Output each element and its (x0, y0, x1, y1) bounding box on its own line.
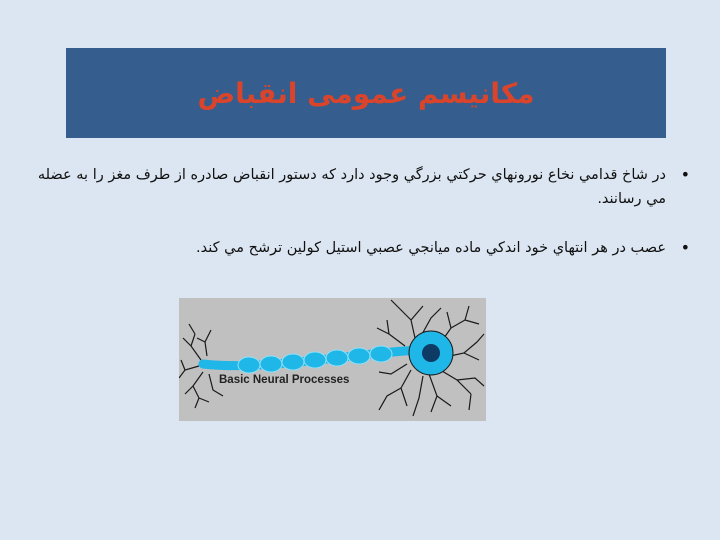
title-bar (66, 48, 666, 138)
bullet-item (30, 163, 690, 211)
bullet-item (30, 236, 690, 260)
bullet-text: عصب در هر انتهاي خود اندكي ماده ميانجي عصبي استيل كولين ترشح مي كند. (196, 240, 666, 256)
bullet-dot: • (680, 165, 690, 184)
neuron-icon (179, 298, 486, 421)
neuron-figure (179, 298, 486, 421)
bullet-text: در شاخ قدامي نخاع نورونهاي حركتي بزرگي وجود دارد كه دستور انقباض صادره از طرف مغز را به عضله مي رسانند. (37, 167, 666, 207)
slide-title: مکانیسم عمومی انقباض (197, 76, 535, 110)
bullet-dot: • (680, 238, 690, 257)
figure-caption: Basic Neural Processes (219, 374, 350, 386)
